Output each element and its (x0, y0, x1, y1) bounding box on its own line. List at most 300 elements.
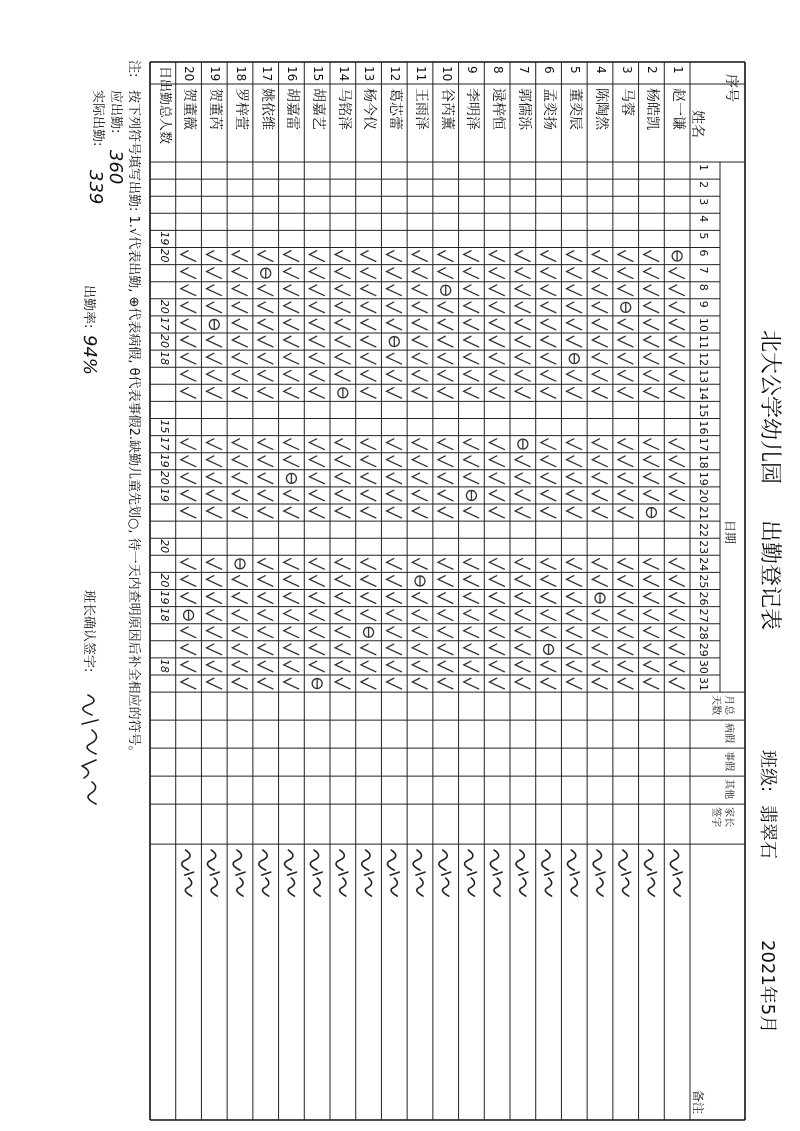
attendance-check (181, 285, 196, 296)
attendance-check (309, 627, 324, 638)
attendance-check (335, 558, 350, 569)
attendance-check (284, 353, 299, 364)
attendance-check (207, 627, 222, 638)
parent-signature (567, 850, 579, 896)
attendance-check (567, 268, 582, 279)
day-header-21: 21 (697, 506, 710, 520)
attendance-check (335, 336, 350, 347)
day-header-14: 14 (697, 386, 710, 401)
attendance-check (309, 661, 324, 672)
attendance-check (207, 336, 222, 347)
attendance-check (412, 490, 427, 501)
actual-attend-value: 339 (85, 170, 106, 205)
attendance-check (618, 678, 633, 689)
attendance-check (567, 319, 582, 330)
attendance-check (644, 370, 659, 381)
attendance-check (387, 575, 402, 586)
attendance-check (489, 336, 504, 347)
attendance-check (284, 302, 299, 313)
attendance-check (284, 610, 299, 621)
parent-signature (413, 850, 425, 896)
attendance-check (669, 507, 684, 518)
attendance-check (258, 353, 273, 364)
attendance-check (361, 507, 376, 518)
attendance-check (284, 678, 299, 689)
attendance-check (669, 268, 684, 279)
student-no: 6 (542, 66, 557, 74)
attendance-check (464, 336, 479, 347)
attendance-check (541, 593, 556, 604)
confirm-signature-label: 班长确认签字: (81, 590, 96, 673)
student-name: 杨皓凯 (644, 88, 661, 130)
attendance-check (541, 319, 556, 330)
attendance-check (387, 439, 402, 450)
summary-header-1: 病假 (723, 723, 734, 744)
attendance-check (284, 336, 299, 347)
attendance-check (464, 251, 479, 262)
daily-total-23: 20 (157, 539, 171, 554)
should-attend-label: 应出勤: (108, 90, 123, 134)
attendance-check (618, 507, 633, 518)
attendance-check (309, 319, 324, 330)
attendance-check (335, 473, 350, 484)
day-header-12: 12 (697, 352, 710, 367)
attendance-check (335, 319, 350, 330)
month-label: 2021年5月 (757, 940, 778, 1034)
attendance-check (438, 490, 453, 501)
attendance-check (489, 370, 504, 381)
col-remark-header: 备注 (691, 1090, 705, 1115)
attendance-check (541, 387, 556, 398)
attendance-check (258, 251, 273, 262)
attendance-check (464, 439, 479, 450)
attendance-check (541, 661, 556, 672)
attendance-check (592, 285, 607, 296)
attendance-check (284, 661, 299, 672)
attendance-check (258, 661, 273, 672)
student-no: 3 (619, 66, 634, 74)
attendance-check (309, 370, 324, 381)
attendance-check (618, 627, 633, 638)
attendance-check (309, 610, 324, 621)
attendance-check (412, 285, 427, 296)
attendance-check (644, 336, 659, 347)
attendance-check (669, 387, 684, 398)
attendance-check (515, 370, 530, 381)
student-no: 14 (336, 66, 351, 82)
student-name: 董奕辰 (567, 88, 584, 130)
attendance-check (541, 251, 556, 262)
day-header-31: 31 (697, 677, 710, 691)
attendance-check (644, 473, 659, 484)
attendance-check (489, 644, 504, 655)
attendance-check (387, 610, 402, 621)
attendance-check (669, 353, 684, 364)
attendance-check (644, 558, 659, 569)
attendance-check (284, 268, 299, 279)
parent-signature (516, 850, 528, 896)
attendance-check (515, 473, 530, 484)
attendance-check (438, 593, 453, 604)
attendance-check (592, 387, 607, 398)
student-no: 16 (285, 66, 300, 82)
attendance-check (181, 439, 196, 450)
student-name: 赵一谦 (670, 88, 686, 130)
attendance-check (232, 490, 247, 501)
attendance-check (387, 507, 402, 518)
attendance-check (592, 353, 607, 364)
day-header-27: 27 (697, 608, 710, 623)
attendance-check (232, 319, 247, 330)
attendance-check (669, 490, 684, 501)
day-header-23: 23 (697, 540, 710, 555)
attendance-check (207, 575, 222, 586)
attendance-check (567, 456, 582, 467)
attendance-check (592, 558, 607, 569)
student-no: 8 (491, 66, 505, 74)
attendance-check (258, 336, 273, 347)
daily-total-19: 20 (157, 470, 171, 485)
attendance-check (464, 456, 479, 467)
attendance-check (258, 558, 273, 569)
attendance-check (464, 370, 479, 381)
attendance-check (387, 593, 402, 604)
attendance-check (387, 251, 402, 262)
attendance-check (669, 336, 684, 347)
parent-signature (542, 850, 554, 896)
form-title: 出勤登记表 (757, 520, 782, 631)
student-name: 胡嘉雷 (284, 88, 301, 130)
attendance-check (284, 575, 299, 586)
attendance-check (412, 593, 427, 604)
attendance-check (515, 610, 530, 621)
attendance-check (284, 370, 299, 381)
attendance-check (489, 353, 504, 364)
student-no: 5 (568, 66, 583, 74)
daily-total-26: 19 (157, 590, 171, 605)
day-header-15: 15 (697, 403, 710, 418)
student-name: 陈陶然 (592, 88, 609, 130)
attendance-check (618, 473, 633, 484)
attendance-check (284, 285, 299, 296)
attendance-check (489, 558, 504, 569)
attendance-rate-label: 出勤率: (81, 285, 96, 329)
day-header-3: 3 (697, 198, 710, 206)
attendance-check (438, 319, 453, 330)
attendance-check (181, 575, 196, 586)
attendance-check (335, 268, 350, 279)
attendance-check (258, 593, 273, 604)
attendance-check (207, 456, 222, 467)
student-name: 孟奕扬 (541, 88, 558, 130)
attendance-check (618, 251, 633, 262)
attendance-check (489, 456, 504, 467)
attendance-check (258, 644, 273, 655)
attendance-check (181, 251, 196, 262)
attendance-check (489, 473, 504, 484)
attendance-check (232, 285, 247, 296)
attendance-check (207, 353, 222, 364)
attendance-check (669, 610, 684, 621)
attendance-check (258, 387, 273, 398)
day-header-26: 26 (697, 591, 710, 606)
attendance-check (181, 661, 196, 672)
attendance-check (541, 627, 556, 638)
attendance-check (489, 387, 504, 398)
daily-total-12: 18 (157, 351, 171, 366)
attendance-check (361, 387, 376, 398)
attendance-check (489, 302, 504, 313)
attendance-check (181, 353, 196, 364)
attendance-check (592, 661, 607, 672)
attendance-check (515, 627, 530, 638)
attendance-check (541, 473, 556, 484)
attendance-check (464, 473, 479, 484)
attendance-check (258, 575, 273, 586)
attendance-check (489, 575, 504, 586)
parent-signature (182, 850, 194, 896)
attendance-check (464, 644, 479, 655)
attendance-check (335, 593, 350, 604)
attendance-check (541, 302, 556, 313)
attendance-check (387, 678, 402, 689)
attendance-check (489, 678, 504, 689)
attendance-check (644, 661, 659, 672)
attendance-check (438, 627, 453, 638)
attendance-check (464, 558, 479, 569)
attendance-check (618, 319, 633, 330)
attendance-check (669, 319, 684, 330)
attendance-check (644, 627, 659, 638)
attendance-check (361, 558, 376, 569)
attendance-check (438, 507, 453, 518)
attendance-check (592, 319, 607, 330)
attendance-check (644, 593, 659, 604)
attendance-check (181, 268, 196, 279)
summary-header-4: 家长签字 (710, 807, 734, 828)
attendance-check (258, 370, 273, 381)
attendance-check (644, 285, 659, 296)
attendance-check (387, 302, 402, 313)
attendance-check (361, 456, 376, 467)
attendance-check (489, 507, 504, 518)
attendance-check (232, 353, 247, 364)
day-header-16: 16 (697, 420, 710, 435)
attendance-check (489, 610, 504, 621)
attendance-check (284, 490, 299, 501)
day-header-18: 18 (697, 454, 710, 469)
attendance-check (669, 370, 684, 381)
attendance-check (567, 285, 582, 296)
daily-total-5: 19 (157, 231, 171, 246)
attendance-check (438, 456, 453, 467)
parent-signature (670, 850, 682, 896)
attendance-check (669, 575, 684, 586)
attendance-check (232, 268, 247, 279)
attendance-check (464, 268, 479, 279)
attendance-check (567, 439, 582, 450)
attendance-check (309, 302, 324, 313)
attendance-check (335, 456, 350, 467)
parent-signature (593, 850, 605, 896)
student-name: 罗梓萱 (232, 88, 249, 130)
attendance-check (232, 593, 247, 604)
parent-signature (490, 850, 502, 896)
attendance-check (232, 627, 247, 638)
day-header-30: 30 (697, 659, 710, 674)
student-name: 郭儒泺 (515, 88, 532, 130)
attendance-check (387, 353, 402, 364)
attendance-check (644, 439, 659, 450)
attendance-check (592, 610, 607, 621)
attendance-check (284, 251, 299, 262)
attendance-check (438, 575, 453, 586)
attendance-check (515, 268, 530, 279)
parent-signature (285, 850, 297, 896)
attendance-check (412, 251, 427, 262)
attendance-check (541, 575, 556, 586)
attendance-check (541, 285, 556, 296)
student-name: 马蓉 (618, 88, 635, 116)
student-no: 13 (362, 66, 377, 82)
attendance-check (541, 268, 556, 279)
attendance-check (387, 370, 402, 381)
attendance-check (181, 593, 196, 604)
attendance-check (592, 678, 607, 689)
col-date-header: 日期 (723, 520, 737, 545)
attendance-check (309, 558, 324, 569)
attendance-check (335, 678, 350, 689)
attendance-check (438, 370, 453, 381)
attendance-check (567, 644, 582, 655)
attendance-check (335, 285, 350, 296)
day-header-19: 19 (697, 471, 710, 486)
attendance-check (489, 593, 504, 604)
attendance-check (567, 473, 582, 484)
attendance-check (515, 319, 530, 330)
student-no: 18 (233, 66, 248, 82)
attendance-check (181, 627, 196, 638)
day-header-5: 5 (697, 232, 710, 240)
attendance-check (669, 456, 684, 467)
attendance-check (232, 370, 247, 381)
day-header-2: 2 (697, 181, 710, 189)
attendance-check (361, 575, 376, 586)
attendance-check (669, 627, 684, 638)
attendance-check (361, 336, 376, 347)
attendance-check (258, 302, 273, 313)
attendance-check (309, 251, 324, 262)
monitor-signature (76, 690, 106, 810)
attendance-check (335, 302, 350, 313)
attendance-check (567, 370, 582, 381)
attendance-check (567, 575, 582, 586)
day-header-9: 9 (697, 300, 710, 308)
attendance-check (592, 473, 607, 484)
attendance-check (489, 268, 504, 279)
parent-signature (336, 850, 348, 896)
attendance-check (592, 251, 607, 262)
student-name: 葛芯蕾 (387, 88, 404, 130)
attendance-check (258, 285, 273, 296)
attendance-check (207, 387, 222, 398)
attendance-check (644, 319, 659, 330)
col-seq-header: 序号 (723, 74, 739, 102)
attendance-rate-value: 94% (79, 335, 100, 376)
attendance-check (309, 593, 324, 604)
day-header-22: 22 (697, 523, 710, 538)
daily-total-9: 20 (157, 299, 171, 314)
daily-total-17: 17 (157, 436, 171, 451)
attendance-check (618, 575, 633, 586)
day-header-28: 28 (697, 625, 710, 640)
attendance-check (412, 439, 427, 450)
attendance-check (438, 610, 453, 621)
note-prefix: 注: (126, 60, 141, 78)
attendance-check (541, 610, 556, 621)
attendance-check (464, 387, 479, 398)
attendance-check (412, 319, 427, 330)
should-attend-value: 360 (105, 150, 126, 185)
attendance-check (567, 610, 582, 621)
attendance-check (335, 627, 350, 638)
attendance-check (232, 575, 247, 586)
attendance-check (181, 678, 196, 689)
parent-signature (465, 850, 477, 896)
attendance-check (541, 678, 556, 689)
attendance-check (207, 610, 222, 621)
col-name-header: 姓名 (689, 110, 705, 138)
attendance-check (464, 507, 479, 518)
summary-header-3: 其他 (723, 779, 734, 800)
daily-total-27: 18 (157, 607, 171, 622)
attendance-check (669, 473, 684, 484)
attendance-check (592, 302, 607, 313)
attendance-check (412, 678, 427, 689)
attendance-check (207, 490, 222, 501)
attendance-check (515, 336, 530, 347)
attendance-check (361, 251, 376, 262)
attendance-check (361, 473, 376, 484)
daily-total-18: 19 (157, 453, 171, 468)
parent-signature (233, 850, 245, 896)
attendance-check (592, 336, 607, 347)
attendance-check (335, 575, 350, 586)
attendance-check (644, 610, 659, 621)
attendance-check (592, 627, 607, 638)
attendance-check (412, 473, 427, 484)
parent-signature (387, 850, 399, 896)
attendance-check (207, 439, 222, 450)
attendance-check (515, 456, 530, 467)
attendance-check (412, 336, 427, 347)
daily-total-16: 15 (157, 419, 171, 434)
attendance-check (412, 387, 427, 398)
attendance-check (309, 285, 324, 296)
attendance-check (669, 285, 684, 296)
attendance-check (669, 439, 684, 450)
attendance-check (438, 268, 453, 279)
attendance-check (541, 507, 556, 518)
attendance-check (309, 473, 324, 484)
attendance-check (284, 644, 299, 655)
attendance-check (438, 558, 453, 569)
attendance-check (567, 302, 582, 313)
attendance-check (669, 593, 684, 604)
attendance-check (335, 507, 350, 518)
attendance-check (258, 610, 273, 621)
attendance-check (644, 575, 659, 586)
